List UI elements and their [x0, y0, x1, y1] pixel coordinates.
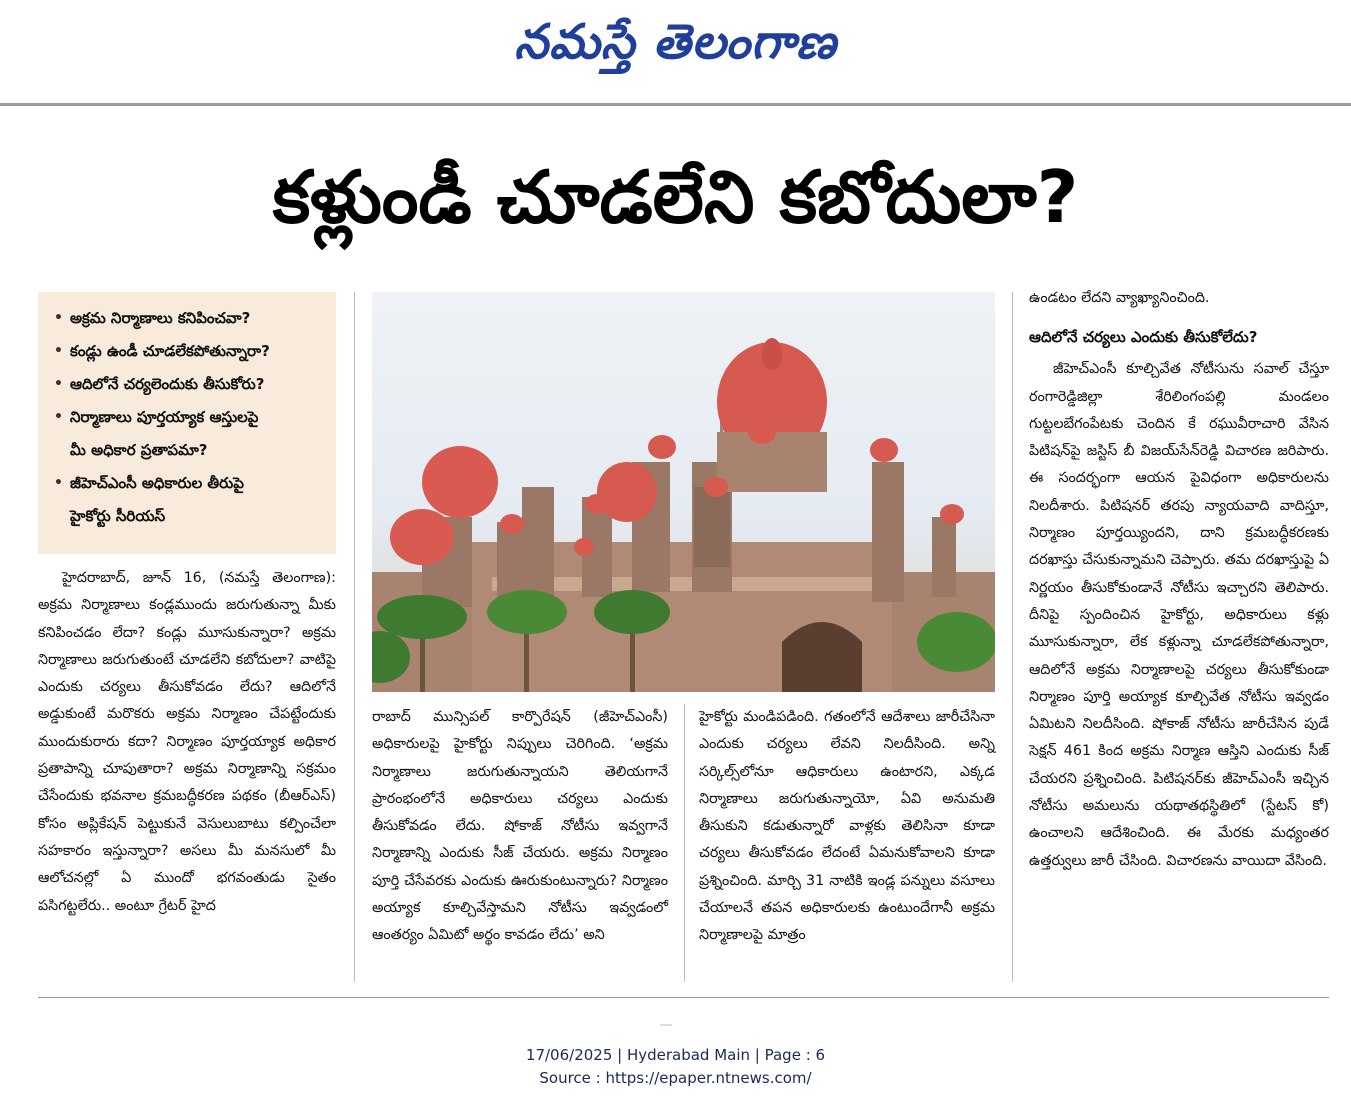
- column-divider: [1012, 292, 1013, 982]
- highlights-list: [52, 302, 328, 533]
- high-court-illustration: [372, 292, 995, 692]
- article-column-4: [1029, 285, 1329, 875]
- article-paragraph: హైకోర్టు మండిపడింది. గతంలోనే ఆదేశాలు జారీచేసినా ఎందుకు చర్యలు లేవని నిలదీసింది. అన్ని సర్కిల్స్‌లోనూ ఆధికారులు ఉంటారని, ఎక్కడ నిర్మాణాలు జరుగుతున్నాయో, ఏవి అనుమతి తీసుకుని కడుతున్నారో వాళ్లకు తెలిసినా కూడా చర్యలు తీసుకోవడం లేదంటే ఏమనుకోవాలని కూడా ప్రశ్నించింది. మార్చి 31 నాటికి ఇండ్ల పన్నులు వసూలు చేయాలనే తపన అధికారులకు ఉంటుందేగానీ అక్రమ నిర్మాణాలపై మాత్రం: [699, 709, 995, 944]
- masthead-divider: [0, 103, 1351, 106]
- article-paragraph: జీహెచ్‌ఎంసీ కూల్చివేత నోటీసును సవాల్ చేస్తూ రంగారెడ్డిజిల్లా శేరిలింగంపల్లి మండలం గుట్టలబేగంపేటకు చెందిన కే రఘువీరాచారి వేసిన పిటిషన్‌పై జస్టిస్ బీ విజయ్‌సేన్‌రెడ్డి విచారణ జరిపారు. ఈ సందర్భంగా ఆయన పైవిధంగా అధికారులను నిలదీశారు. పిటిషనర్ తరపు న్యాయవాది వాదిస్తూ, నిర్మాణం పూర్తయ్యిందని, దాని క్రమబద్ధీకరణకు దరఖాస్తు చేసుకున్నామని చెప్పారు. తమ దరఖాస్తుపై ఏ నిర్ణయం తీసుకోకుండానే నోటీసు ఇచ్చారని తెలిపారు. దీనిపై స్పందించిన హైకోర్టు, అధికారులు కళ్లు మూసుకున్నారా, లేక కళ్లున్నా చూడలేకపోతున్నారా, ఆదిలోనే అక్రమ నిర్మాణాలపై చర్యలు తీసుకోకుండా నిర్మాణం పూర్తి అయ్యాక కూల్చివేత నోటీసు ఇవ్వడం ఏమిటని నిలదీసింది. షోకాజ్ నోటీసు జారీచేసిన పుడే సెక్షన్ 461 కింద అక్రమ నిర్మాణ ఆస్తిని ఎందుకు సీజ్ చేయరని ప్రశ్నించింది. పిటిషనర్‌కు జీహెచ్‌ఎంసీ ఇచ్చిన నోటీసు అమలును యథాతథస్థితిలో (స్టేటస్ కో) ఉంచాలని ఆదేశించింది. ఈ మేరకు మధ్యంతర ఉత్తర్వులు జారీ చేసింది. విచారణను వాయిదా వేసింది.: [1029, 361, 1329, 869]
- highlight-item: • ఆదిలోనే చర్యలెందుకు తీసుకోరు?: [52, 368, 328, 401]
- headline: కళ్లుండీ చూడలేని కబోదులా?: [272, 155, 1079, 239]
- page-marker: [660, 1024, 672, 1026]
- article-paragraph: హైదరాబాద్, జూన్ 16, (నమస్తే తెలంగాణ): అక్రమ నిర్మాణాలు కండ్లముందు జరుగుతున్నా మీకు కనిపించడం లేదా? కండ్లు మూసుకున్నారా? అక్రమ నిర్మాణాలు జరుగుతుంటే చూడలేని కబోదులా? వాటిపై ఎందుకు చర్యలు తీసుకోవడం లేదు? ఆదిలోనే అడ్డుకుంటే మరొకరు అక్రమ నిర్మాణం చేపట్టేందుకు ముందుకురారు కదా? నిర్మాణం పూర్తయ్యాక అధికార ప్రతాపాన్ని చూపుతారా? అక్రమ నిర్మాణాన్ని సక్రమం చేసేందుకు భవనాల క్రమబద్ధీకరణ పథకం (బీఆర్‌ఎస్) కోసం అప్లికేషన్ పెట్టుకునే వెసులుబాటు కల్పించేలా సహకారం ఇస్తున్నారా? అసలు మీ మనసులో మీ ఆలోచనల్లో ఏ ముందో భగవంతుడు సైతం పసిగట్టలేరు.. అంటూ గ్రేటర్ హైద: [38, 570, 336, 914]
- article-paragraph: రాబాద్ మున్సిపల్ కార్పొరేషన్ (జీహెచ్‌ఎంసీ) అధికారులపై హైకోర్టు నిప్పులు చెరిగింది. ‘అక్రమ నిర్మాణాలు జరుగుతున్నాయని తెలియగానే ప్రారంభంలోనే అధికారులు చర్యలు ఎందుకు తీసుకోవడం లేదు. షోకాజ్ నోటీసు ఇవ్వగానే నిర్మాణాన్ని ఎందుకు సీజ్ చేయరు. అక్రమ నిర్మాణం పూర్తి చేసేవరకు ఎందుకు ఊరుకుంటున్నారు? నిర్మాణం అయ్యాక కూల్చివేస్తామని నోటీసు ఇవ్వడంలో ఆంతర్యం ఏమిటో అర్థం కావడం లేదు’ అని: [372, 709, 668, 944]
- high-court-photo: [372, 292, 995, 692]
- column-divider: [684, 704, 685, 982]
- article-column-2: [372, 704, 668, 950]
- highlight-item: • అక్రమ నిర్మాణాలు కనిపించవా?: [52, 302, 328, 335]
- footer-edition-info: 17/06/2025 | Hyderabad Main | Page : 6: [525, 1046, 826, 1064]
- article-column-1: [38, 565, 336, 920]
- article-paragraph: ఉండటం లేదని వ్యాఖ్యానించింది.: [1029, 290, 1210, 306]
- highlight-item: • జీహెచ్‌ఎంసీ అధికారుల తీరుపై హైకోర్టు సీరియస్: [52, 467, 328, 533]
- column-divider: [354, 292, 355, 982]
- footer: [0, 1044, 1351, 1090]
- footer-source-link[interactable]: Source : https://epaper.ntnews.com/: [539, 1069, 812, 1087]
- masthead: [0, 0, 1351, 100]
- footer-divider: [38, 997, 1329, 998]
- article-column-3: [699, 704, 995, 950]
- newspaper-logo: నమస్తే తెలంగాణ: [514, 14, 837, 70]
- highlight-item: • నిర్మాణాలు పూర్తయ్యాక ఆస్తులపై మీ అధికార ప్రతాపమా?: [52, 401, 328, 467]
- highlights-box: [38, 292, 336, 554]
- article-subheading: ఆదిలోనే చర్యలు ఎందుకు తీసుకోలేదు?: [1029, 328, 1258, 347]
- highlight-item: • కండ్లు ఉండీ చూడలేకపోతున్నారా?: [52, 335, 328, 368]
